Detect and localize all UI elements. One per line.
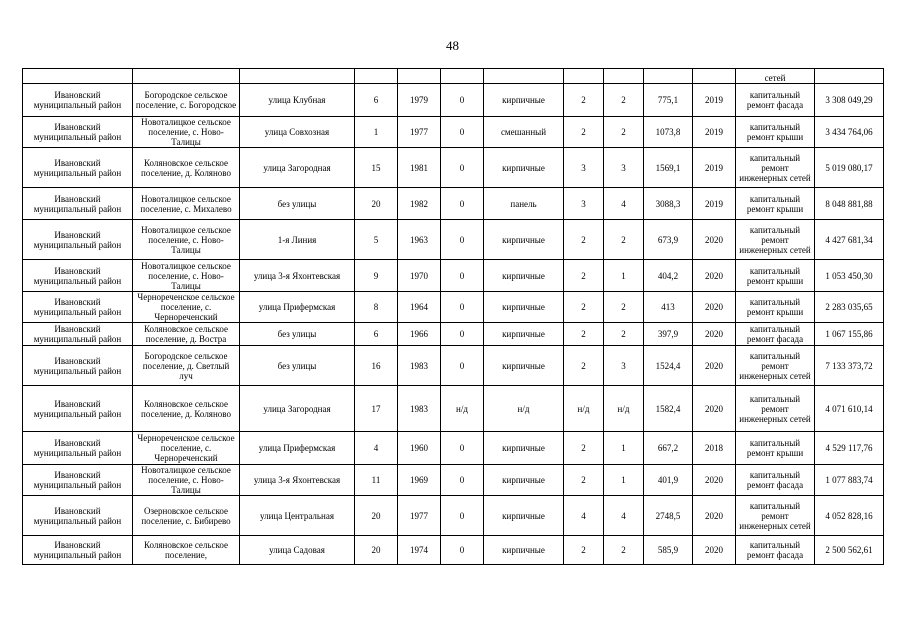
cell-entrances: 3 [604,148,644,188]
cell-settlement: Новоталицкое сельское поселение, с. Ново-Талицы [133,260,240,292]
cell-street: улица Прифермская [240,432,355,465]
cell-district: Ивановский муниципальный район [23,465,133,496]
cell-house: 20 [355,496,398,536]
cell-settlement: Богородское сельское поселение, с. Богородское [133,84,240,117]
cell-district: Ивановский муниципальный район [23,292,133,323]
cell-house: 11 [355,465,398,496]
cell-work-type: капитальный ремонт крыши [736,260,815,292]
cell-cost: 4 427 681,34 [815,220,884,260]
cell-wall: кирпичные [484,465,564,496]
cell-cost: 4 052 828,16 [815,496,884,536]
cell-work-type: капитальный ремонт фасада [736,323,815,346]
cell-col6: 0 [441,148,484,188]
cell-street: 1-я Линия [240,220,355,260]
cell-cost: 1 077 883,74 [815,465,884,496]
cell-street: улица 3-я Яхонтевская [240,260,355,292]
cell-settlement: Чернореченское сельское поселение, с. Чернореченский [133,292,240,323]
cell-floors: н/д [564,386,604,432]
cell-street: улица Садовая [240,536,355,565]
cell-year: 1983 [398,346,441,386]
cell-area: 667,2 [644,432,693,465]
cell-area: 775,1 [644,84,693,117]
cell-house: 6 [355,84,398,117]
cell-year: 1977 [398,496,441,536]
cell-work-type: капитальный ремонт инженерных сетей [736,496,815,536]
cell-area: 413 [644,292,693,323]
cell-plan-year: 2020 [693,260,736,292]
cell-street: без улицы [240,323,355,346]
table-row [23,323,884,346]
cell-house: 6 [355,323,398,346]
cell-cost: 2 500 562,61 [815,536,884,565]
cell-col6: 0 [441,117,484,148]
cell-year: 1977 [398,117,441,148]
cell-wall: кирпичные [484,220,564,260]
cell-cost: 7 133 373,72 [815,346,884,386]
cell-street: без улицы [240,346,355,386]
table-row [23,84,884,117]
cell-plan-year: 2019 [693,84,736,117]
cell-area: 404,2 [644,260,693,292]
cell-cost: 1 053 450,30 [815,260,884,292]
cell-street: улица Прифермская [240,292,355,323]
cell-floors: 4 [564,496,604,536]
cell-year: 1964 [398,292,441,323]
cell-settlement: Чернореченское сельское поселение, с. Чернореченский [133,432,240,465]
cell-floors: 3 [564,148,604,188]
cell-district: Ивановский муниципальный район [23,117,133,148]
cell-area: 1569,1 [644,148,693,188]
cell-settlement: Новоталицкое сельское поселение, с. Михалево [133,188,240,220]
table-row-continuation [23,69,884,84]
cell-settlement: Коляновское сельское поселение, д. Коляново [133,386,240,432]
cell-house: 20 [355,536,398,565]
table-row [23,496,884,536]
cell-cost: 1 067 155,86 [815,323,884,346]
cell-settlement: Коляновское сельское поселение, д. Коляново [133,148,240,188]
cell-house: 15 [355,148,398,188]
table-row [23,536,884,565]
cell-wall: кирпичные [484,84,564,117]
cell-plan-year: 2020 [693,220,736,260]
cell-entrances: 1 [604,432,644,465]
cell-year: 1974 [398,536,441,565]
table-row [23,117,884,148]
cell-wall: н/д [484,386,564,432]
cell-district: Ивановский муниципальный район [23,323,133,346]
cell-col6: 0 [441,84,484,117]
cell-col6: 0 [441,323,484,346]
cell-year: 1979 [398,84,441,117]
cell-wall: смешанный [484,117,564,148]
cell-entrances [604,69,644,84]
cell-col6: 0 [441,260,484,292]
cell-col6: н/д [441,386,484,432]
cell-wall: кирпичные [484,346,564,386]
cell-cost [815,69,884,84]
cell-work-type: капитальный ремонт фасада [736,536,815,565]
cell-col6: 0 [441,536,484,565]
cell-district: Ивановский муниципальный район [23,346,133,386]
cell-district: Ивановский муниципальный район [23,84,133,117]
cell-settlement: Новоталицкое сельское поселение, с. Ново-Талицы [133,465,240,496]
cell-entrances: 1 [604,260,644,292]
table-row [23,346,884,386]
cell-area: 1073,8 [644,117,693,148]
cell-floors: 2 [564,432,604,465]
cell-plan-year: 2019 [693,117,736,148]
cell-area: 585,9 [644,536,693,565]
cell-house: 4 [355,432,398,465]
cell-wall: кирпичные [484,536,564,565]
cell-district: Ивановский муниципальный район [23,148,133,188]
cell-entrances: 2 [604,220,644,260]
cell-street [240,69,355,84]
cell-work-type: капитальный ремонт инженерных сетей [736,346,815,386]
cell-col6: 0 [441,188,484,220]
cell-work-type: капитальный ремонт инженерных сетей [736,386,815,432]
cell-district: Ивановский муниципальный район [23,386,133,432]
cell-house: 20 [355,188,398,220]
cell-cost: 5 019 080,17 [815,148,884,188]
cell-street: улица Совхозная [240,117,355,148]
cell-col6: 0 [441,432,484,465]
cell-house: 17 [355,386,398,432]
cell-plan-year: 2020 [693,536,736,565]
cell-area: 1582,4 [644,386,693,432]
cell-year: 1969 [398,465,441,496]
table-row [23,188,884,220]
table-body [23,69,884,565]
table-row [23,220,884,260]
cell-entrances: 2 [604,536,644,565]
cell-col6: 0 [441,496,484,536]
cell-house: 16 [355,346,398,386]
cell-wall: кирпичные [484,260,564,292]
cell-settlement: Новоталицкое сельское поселение, с. Ново-Талицы [133,220,240,260]
cell-cost: 3 308 049,29 [815,84,884,117]
cell-col6: 0 [441,465,484,496]
cell-wall: кирпичные [484,323,564,346]
cell-floors: 2 [564,292,604,323]
cell-street: без улицы [240,188,355,220]
cell-district: Ивановский муниципальный район [23,188,133,220]
cell-work-type: капитальный ремонт фасада [736,84,815,117]
cell-settlement: Озерновское сельское поселение, с. Бибирево [133,496,240,536]
cell-street: улица 3-я Яхонтевская [240,465,355,496]
cell-street: улица Загородная [240,148,355,188]
cell-entrances: 2 [604,323,644,346]
cell-floors: 2 [564,465,604,496]
cell-year: 1963 [398,220,441,260]
cell-work-type: сетей [736,69,815,84]
cell-cost: 3 434 764,06 [815,117,884,148]
cell-house: 9 [355,260,398,292]
cell-floors: 2 [564,323,604,346]
cell-area: 397,9 [644,323,693,346]
cell-floors: 2 [564,536,604,565]
cell-work-type: капитальный ремонт крыши [736,188,815,220]
cell-year: 1960 [398,432,441,465]
cell-entrances: 3 [604,346,644,386]
cell-plan-year: 2020 [693,386,736,432]
cell-work-type: капитальный ремонт крыши [736,292,815,323]
cell-street: улица Центральная [240,496,355,536]
cell-floors: 3 [564,188,604,220]
cell-floors: 2 [564,260,604,292]
cell-house [355,69,398,84]
cell-cost: 4 071 610,14 [815,386,884,432]
cell-cost: 8 048 881,88 [815,188,884,220]
cell-plan-year [693,69,736,84]
table-row [23,260,884,292]
cell-area: 673,9 [644,220,693,260]
cell-year: 1982 [398,188,441,220]
cell-settlement [133,69,240,84]
table-row [23,386,884,432]
table-row [23,432,884,465]
cell-wall [484,69,564,84]
cell-wall: кирпичные [484,496,564,536]
cell-year: 1970 [398,260,441,292]
cell-plan-year: 2020 [693,292,736,323]
cell-col6: 0 [441,346,484,386]
cell-work-type: капитальный ремонт инженерных сетей [736,220,815,260]
cell-year: 1981 [398,148,441,188]
cell-district: Ивановский муниципальный район [23,432,133,465]
cell-plan-year: 2020 [693,496,736,536]
cell-area [644,69,693,84]
cell-floors: 2 [564,346,604,386]
cell-settlement: Коляновское сельское поселение, д. Востра [133,323,240,346]
cell-work-type: капитальный ремонт крыши [736,117,815,148]
cell-area: 1524,4 [644,346,693,386]
cell-entrances: 1 [604,465,644,496]
cell-entrances: 2 [604,84,644,117]
cell-settlement: Коляновское сельское поселение, [133,536,240,565]
cell-house: 8 [355,292,398,323]
cell-area: 2748,5 [644,496,693,536]
cell-floors: 2 [564,220,604,260]
cell-plan-year: 2020 [693,346,736,386]
cell-plan-year: 2020 [693,465,736,496]
cell-settlement: Богородское сельское поселение, д. Светлый луч [133,346,240,386]
cell-area: 401,9 [644,465,693,496]
cell-cost: 2 283 035,65 [815,292,884,323]
cell-col6: 0 [441,220,484,260]
cell-year: 1983 [398,386,441,432]
cell-entrances: 2 [604,117,644,148]
cell-house: 1 [355,117,398,148]
cell-wall: кирпичные [484,148,564,188]
housing-registry-table [22,68,884,565]
table-row [23,148,884,188]
cell-district: Ивановский муниципальный район [23,536,133,565]
cell-house: 5 [355,220,398,260]
cell-floors: 2 [564,84,604,117]
cell-work-type: капитальный ремонт крыши [736,432,815,465]
cell-plan-year: 2020 [693,323,736,346]
cell-district [23,69,133,84]
cell-wall: панель [484,188,564,220]
cell-district: Ивановский муниципальный район [23,496,133,536]
table-row [23,465,884,496]
cell-settlement: Новоталицкое сельское поселение, с. Ново-Талицы [133,117,240,148]
cell-area: 3088,3 [644,188,693,220]
cell-entrances: н/д [604,386,644,432]
cell-floors: 2 [564,117,604,148]
cell-year [398,69,441,84]
cell-plan-year: 2019 [693,148,736,188]
cell-district: Ивановский муниципальный район [23,260,133,292]
cell-cost: 4 529 117,76 [815,432,884,465]
cell-plan-year: 2018 [693,432,736,465]
cell-entrances: 2 [604,292,644,323]
cell-work-type: капитальный ремонт фасада [736,465,815,496]
cell-col6 [441,69,484,84]
cell-entrances: 4 [604,188,644,220]
cell-district: Ивановский муниципальный район [23,220,133,260]
cell-wall: кирпичные [484,432,564,465]
cell-year: 1966 [398,323,441,346]
cell-col6: 0 [441,292,484,323]
cell-floors [564,69,604,84]
cell-street: улица Загородная [240,386,355,432]
cell-entrances: 4 [604,496,644,536]
cell-street: улица Клубная [240,84,355,117]
cell-work-type: капитальный ремонт инженерных сетей [736,148,815,188]
table-row [23,292,884,323]
cell-wall: кирпичные [484,292,564,323]
cell-plan-year: 2019 [693,188,736,220]
page-number: 48 [446,38,459,53]
